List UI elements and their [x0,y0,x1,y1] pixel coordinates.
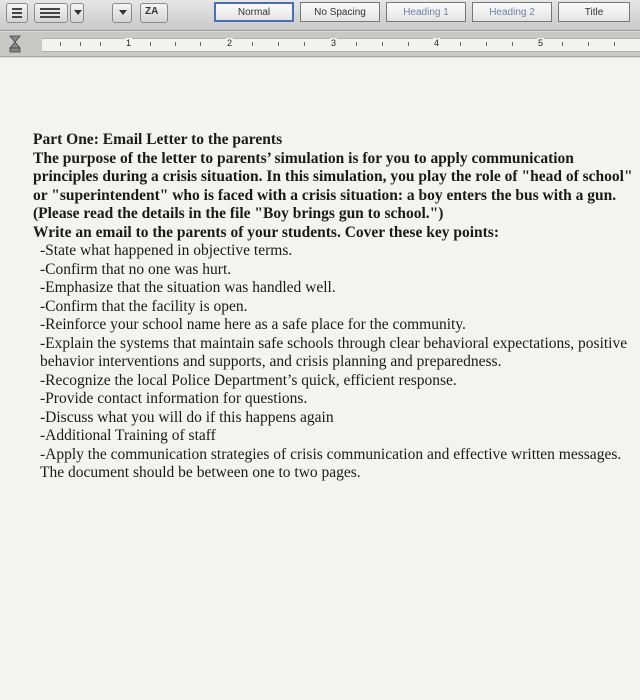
list-item: -Provide contact information for questions. [40,390,308,407]
style-title[interactable]: Title [558,2,630,22]
list-dropdown-button[interactable] [70,3,84,23]
purpose-paragraph: The purpose of the letter to parents’ simulation is for you to apply communication principles during a crisis situation. In this simulation, you play the role of "head of school" or "superintendent" who is faced with a crisis situation: a boy enters the bus with a gun. (Please read the details in the file "Boy brings gun to school.") [33,149,633,222]
style-no-spacing[interactable]: No Spacing [300,2,380,22]
ruler-number: 5 [538,38,544,48]
ruler-number: 2 [227,38,233,48]
indent-marker-icon[interactable] [8,35,22,53]
sort-icon: ZA [145,6,159,17]
list-item: -Reinforce your school name here as a safe place for the community. [40,316,466,333]
list-item: -Additional Training of staff [40,427,216,444]
list-item: -Explain the systems that maintain safe schools through clear behavioral expectations, positive behavior interventions and supports, and crisis planning and preparedness. [40,334,628,370]
ruler-number: 1 [126,38,132,48]
list-item: -Confirm that the facility is open. [40,297,248,315]
list-item: -Discuss what you will do if this happens again [40,408,334,426]
style-normal[interactable]: Normal [214,2,294,22]
list-item: -Confirm that no one was hurt. [40,260,232,278]
list-item: -Emphasize that the situation was handled well. [40,279,336,296]
ruler-number: 3 [331,38,337,48]
chevron-down-icon [74,10,82,15]
ruler [0,32,640,57]
chevron-down-icon [119,10,127,15]
list-item: -State what happened in objective terms. [40,242,293,259]
numbered-list-button[interactable] [34,3,68,23]
document-page[interactable] [0,58,640,700]
ruler-number: 4 [434,38,440,48]
sort-button[interactable] [140,3,168,23]
formatting-toolbar [0,0,640,31]
bullet-list-button[interactable] [6,3,28,23]
key-points-list [33,242,633,483]
list-item: -Apply the communication strategies of crisis communication and effective written messages. The document should be between one to two pages. [40,445,622,481]
indent-dropdown-button[interactable] [112,3,132,23]
style-heading-1[interactable]: Heading 1 [386,2,466,22]
styles-gallery [214,2,640,26]
list-item: -Recognize the local Police Department’s quick, efficient response. [40,371,457,389]
instruction-paragraph: Write an email to the parents of your students. Cover these key points: [33,223,499,241]
document-body[interactable] [33,131,633,483]
document-heading: Part One: Email Letter to the parents [33,131,283,148]
style-heading-2[interactable]: Heading 2 [472,2,552,22]
